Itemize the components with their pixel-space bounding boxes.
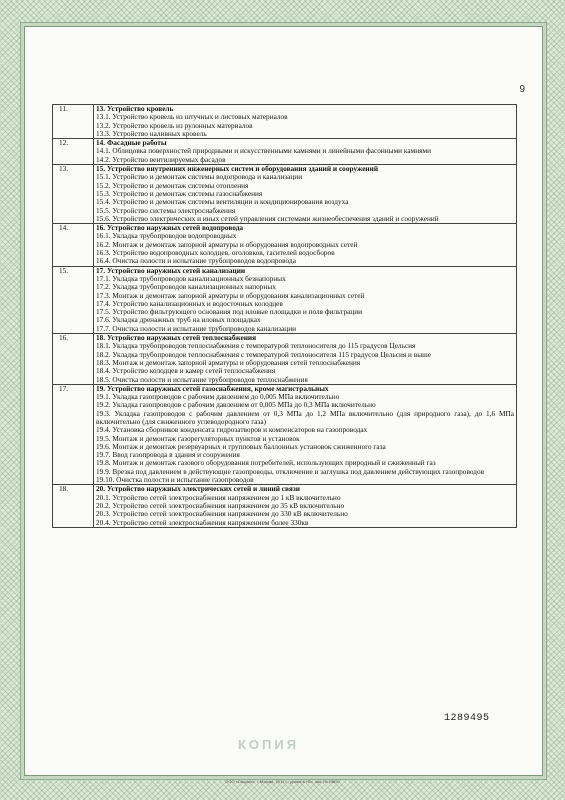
work-item: 16.3. Устройство водопроводных колодцев, оголовков, гасителей водосборов (96, 248, 335, 258)
section-title: 16. Устройство наружных сетей водопровода (96, 223, 244, 233)
work-item: 17.4. Устройство канализационных и водосточных колодцев (96, 298, 283, 308)
table-row (53, 139, 517, 165)
work-item: 18.2. Укладка трубопроводов теплоснабжения с температурой теплоносителя 115 градусов Цельсия и выше (96, 349, 431, 359)
work-item: 19.2. Укладка газопроводов с рабочим давлением от 0,005 МПа до 0,3 МПа включительно (96, 400, 376, 410)
work-item: 15.5. Устройство системы электроснабжения (96, 205, 236, 215)
work-item: 17.1. Укладка трубопроводов канализационных безнапорных (96, 273, 286, 283)
work-item: 19.1. Укладка газопроводов с рабочим давлением до 0,005 МПа включительно (96, 392, 340, 402)
row-content (94, 266, 517, 333)
table-row (53, 334, 517, 385)
work-item: 19.10. Очистка полости и испытание газопроводов (96, 475, 254, 485)
section-title: 17. Устройство наружных сетей канализации (96, 265, 246, 275)
work-item: 13.2. Устройство кровель из рулонных материалов (96, 120, 253, 130)
work-types-table (52, 104, 517, 528)
work-item: 19.3. Укладка газопроводов с рабочим давлением от 0,3 МПа до 1,2 МПа включительно (для природного газа), до 1,6 МПа включительно (для сжиженного углеводородного газа) (96, 408, 514, 426)
work-item: 16.2. Монтаж и демонтаж запорной арматуры и оборудования водопроводных сетей (96, 239, 358, 249)
work-item: 20.4. Устройство сетей электроснабжения напряжением более 330кв (96, 517, 309, 527)
section-title: 18. Устройство наружных сетей теплоснабжения (96, 333, 257, 343)
row-content (94, 139, 517, 165)
work-item: 15.6. Устройство электрических и иных сетей управления системами жизнеобеспечения зданий и сооружений (96, 213, 439, 223)
work-item: 19.7. Ввод газопровода в здания и сооружения (96, 450, 240, 460)
serial-number: 1289495 (444, 713, 490, 724)
section-title: 15. Устройство внутренних инженерных систем и оборудования зданий и сооружений (96, 164, 379, 174)
table-row (53, 105, 517, 139)
table-row (53, 165, 517, 224)
work-item: 17.3. Монтаж и демонтаж запорной арматуры и оборудования канализационных сетей (96, 290, 365, 300)
work-item: 18.3. Монтаж и демонтаж запорной арматуры и оборудования сетей теплоснабжения (96, 357, 361, 367)
work-item: 19.5. Монтаж и демонтаж газорегуляторных пунктов и установок (96, 433, 300, 443)
printer-imprint: ООО «Опцион», г. Москва, 2011 г., уровень «В», зак. № 55090 (225, 779, 340, 784)
work-item: 19.9. Врезка под давлением в действующие газопроводы, отключение и заглушка под давлением действующих газопроводов (96, 466, 485, 476)
row-number: 18. (53, 485, 94, 527)
work-item: 15.3. Устройство и демонтаж системы газоснабжения (96, 188, 263, 198)
row-content (94, 224, 517, 266)
work-item: 17.5. Устройство фильтрующего основания под иловые площадки и поля фильтрации (96, 307, 363, 317)
table-row (53, 224, 517, 266)
work-item: 18.4. Устройство колодцев и камер сетей теплоснабжения (96, 366, 276, 376)
copy-watermark: КОПИЯ (238, 737, 300, 752)
row-number: 15. (53, 266, 94, 333)
work-item: 18.1. Укладка трубопроводов теплоснабжения с температурой теплоносителя до 115 градусов Цельсия (96, 341, 416, 351)
row-number: 13. (53, 165, 94, 224)
work-item: 19.8. Монтаж и демонтаж газового оборудования потребителей, использующих природный и сжиженный газ (96, 458, 436, 468)
work-item: 15.4. Устройство и демонтаж системы вентиляции и кондиционирования воздуха (96, 197, 349, 207)
work-item: 15.2. Устройство и демонтаж системы отопления (96, 180, 249, 190)
work-item: 19.6. Монтаж и демонтаж резервуарных и групповых баллонных установок сжиженного газа (96, 441, 386, 451)
table-row (53, 485, 517, 527)
section-title: 14. Фасадные работы (96, 138, 167, 148)
work-item: 17.7. Очистка полости и испытание трубопроводов канализации (96, 323, 297, 333)
row-content (94, 384, 517, 485)
work-item: 14.1. Облицовка поверхностей природными и искусственными камнями и линейными фасонными камнями (96, 146, 431, 156)
row-content (94, 485, 517, 527)
section-title: 19. Устройство наружных сетей газоснабжения, кроме магистральных (96, 383, 329, 393)
work-item: 20.1. Устройство сетей электроснабжения напряжением до 1 кВ включительно (96, 492, 341, 502)
work-item: 13.1. Устройство кровель из штучных и листовых материалов (96, 112, 288, 122)
page-number: 9 (519, 84, 525, 95)
work-item: 15.1. Устройство и демонтаж системы водопровода и канализации (96, 172, 303, 182)
row-number: 11. (53, 105, 94, 139)
work-item: 17.2. Укладка трубопроводов канализационных напорных (96, 282, 276, 292)
row-number: 14. (53, 224, 94, 266)
table-row (53, 384, 517, 485)
work-item: 16.1. Укладка трубопроводов водопроводных (96, 231, 237, 241)
work-item: 18.5. Очистка полости и испытание трубопроводов теплоснабжения (96, 374, 308, 384)
section-title: 20. Устройство наружных электрических сетей и линий связи (96, 484, 300, 494)
work-item: 17.6. Укладка дренажных труб на иловых площадках (96, 315, 261, 325)
row-content (94, 165, 517, 224)
work-item: 13.3. Устройство наливных кровель (96, 128, 207, 138)
work-item: 20.3. Устройство сетей электроснабжения напряжением до 330 кВ включительно (96, 509, 348, 519)
work-item: 14.2. Устройство вентилируемых фасадов (96, 154, 226, 164)
work-item: 16.4. Очистка полости и испытание трубопроводов водопровода (96, 256, 296, 266)
row-content (94, 334, 517, 385)
row-number: 12. (53, 139, 94, 165)
table-row (53, 266, 517, 333)
work-item: 20.2. Устройство сетей электроснабжения напряжением до 35 кВ включительно (96, 500, 345, 510)
work-item: 19.4. Установка сборников конденсата гидрозатворов и компенсаторов на газопроводах (96, 425, 368, 435)
row-number: 16. (53, 334, 94, 385)
row-content (94, 105, 517, 139)
row-number: 17. (53, 384, 94, 485)
section-title: 13. Устройство кровель (96, 104, 174, 113)
